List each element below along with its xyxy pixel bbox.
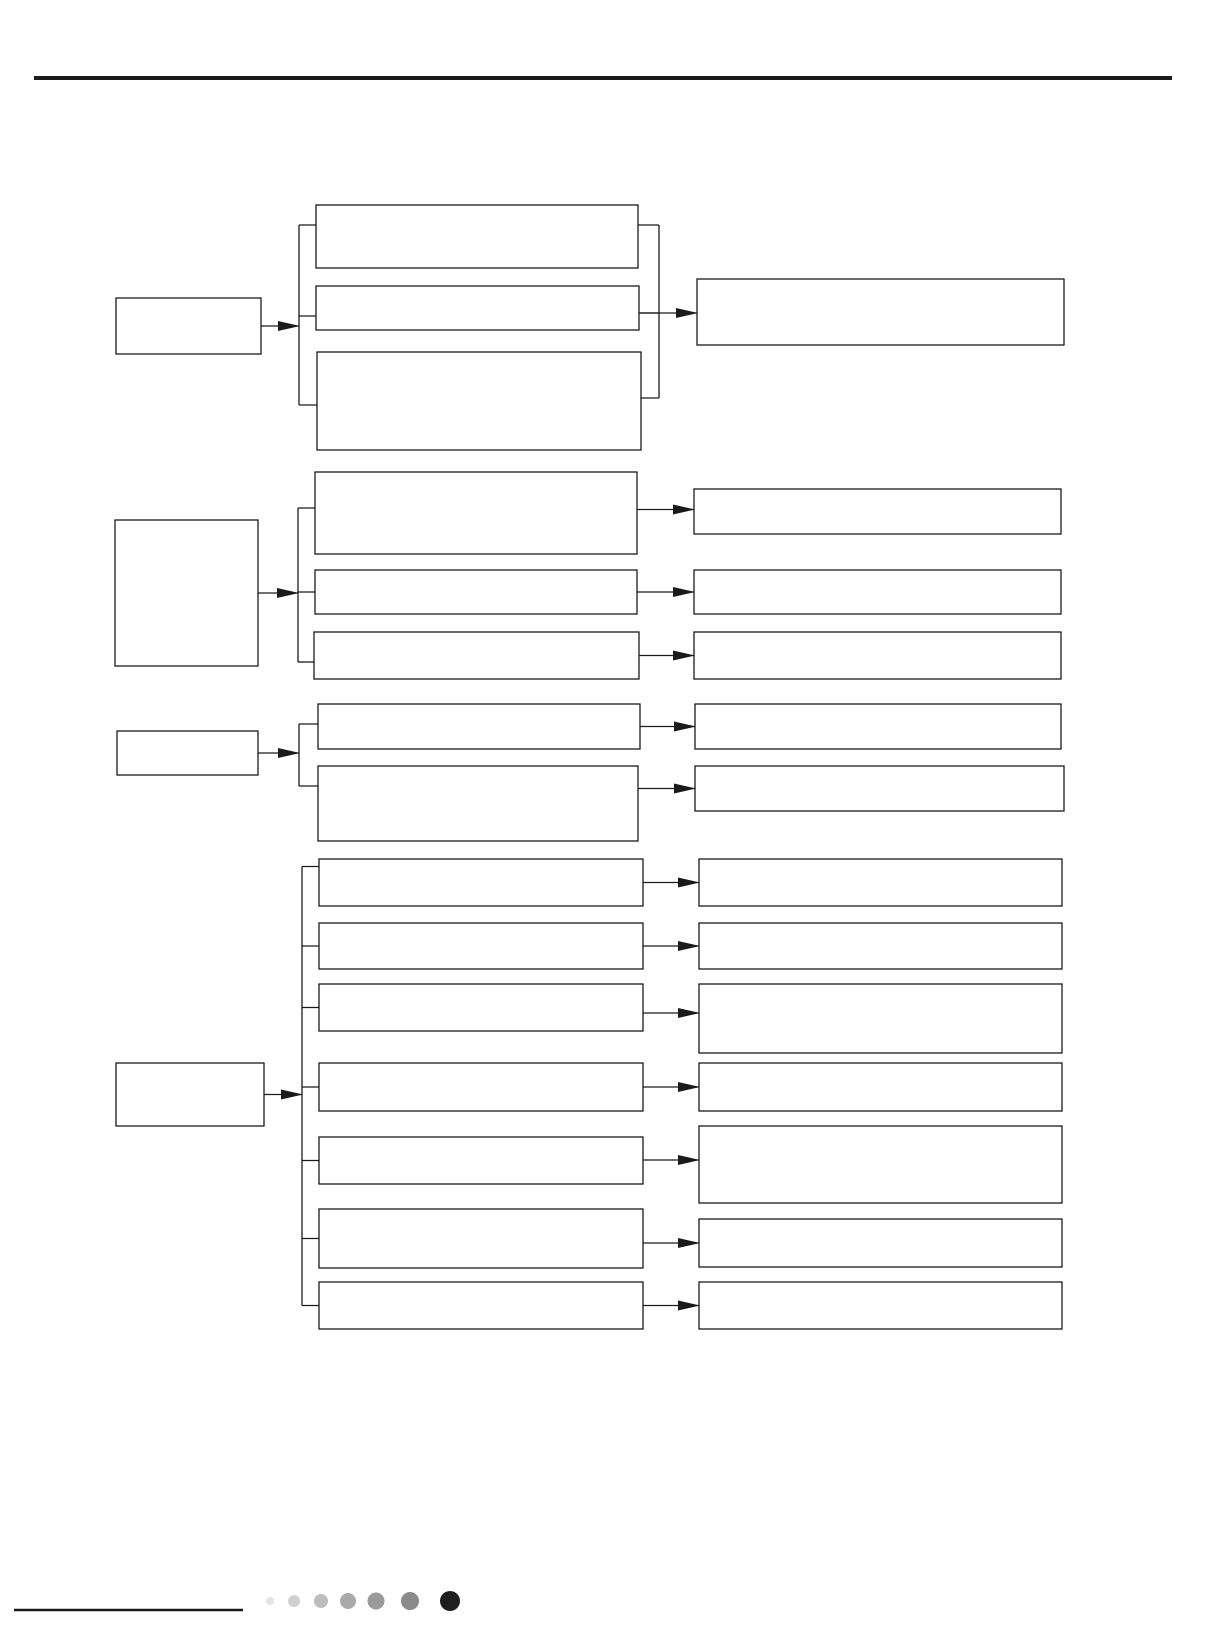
group-4-cause-box-1 [319,859,643,906]
group-2-cause-box-2-border [315,570,637,614]
flowchart-boxes [115,205,1064,1329]
group-4-cause-box-7-border [319,1282,643,1329]
group-4-result-box-7 [699,1282,1062,1329]
group-4-result-box-4-border [699,1063,1062,1111]
footer-dots [266,1591,460,1611]
group-4-result-box-2 [699,923,1062,969]
group-1-cause-box-3 [317,352,641,450]
group-4-cause-box-4-border [319,1063,643,1111]
footer-dot-7 [440,1591,460,1611]
footer-dot-2 [288,1595,300,1607]
group-1 [116,205,1064,450]
group-1-cause-box-2-border [316,286,639,330]
group-2-cause-box-3 [314,632,639,679]
group-3-result-box-2-border [695,766,1064,811]
group-2-cause-box-3-border [314,632,639,679]
group-1-source-box-border [116,298,261,354]
group-4-cause-box-7 [319,1282,643,1329]
group-1-result-box-1-border [697,279,1064,345]
group-3-cause-box-1-border [318,704,640,749]
group-4-result-box-2-border [699,923,1062,969]
group-4-result-box-3 [699,984,1062,1053]
group-4-source-box-border [116,1063,264,1126]
group-4-cause-box-5 [319,1137,643,1184]
footer-dot-3 [314,1594,328,1608]
group-2-result-box-1-border [694,489,1061,534]
group-4-cause-box-3 [319,984,643,1031]
group-3-source-box-border [117,731,258,775]
group-4-source-box [116,1063,264,1126]
group-2-result-box-3-border [694,632,1061,679]
group-4-result-box-4 [699,1063,1062,1111]
group-2-cause-box-1-border [315,472,637,554]
group-4 [116,859,1062,1329]
footer-dot-6 [401,1592,419,1610]
group-3-result-box-2 [695,766,1064,811]
group-4-cause-box-6-border [319,1209,643,1268]
group-2-cause-box-2 [315,570,637,614]
group-1-cause-box-3-border [317,352,641,450]
group-4-result-box-5 [699,1126,1062,1203]
group-4-result-box-1 [699,859,1062,906]
group-3-cause-box-1 [318,704,640,749]
group-2-result-box-2 [694,570,1061,614]
group-2 [115,472,1061,679]
group-3-result-box-1 [695,704,1061,749]
group-3 [117,704,1064,841]
group-4-cause-box-5-border [319,1137,643,1184]
group-4-cause-box-2 [319,923,643,969]
group-1-result-box-1 [697,279,1064,345]
group-3-cause-box-2 [318,766,638,841]
group-4-cause-box-4 [319,1063,643,1111]
group-4-cause-box-3-border [319,984,643,1031]
group-3-result-box-1-border [695,704,1061,749]
group-2-result-box-3 [694,632,1061,679]
group-4-result-box-6 [699,1219,1062,1267]
group-1-cause-box-1 [316,205,638,268]
group-4-result-box-6-border [699,1219,1062,1267]
group-2-cause-box-1 [315,472,637,554]
group-4-cause-box-2-border [319,923,643,969]
group-4-cause-box-6 [319,1209,643,1268]
footer-dot-1 [266,1597,274,1605]
group-4-result-box-7-border [699,1282,1062,1329]
group-3-cause-box-2-border [318,766,638,841]
group-4-result-box-1-border [699,859,1062,906]
group-2-source-box-border [115,520,258,666]
group-2-result-box-1 [694,489,1061,534]
footer-dot-5 [368,1593,385,1610]
footer-dot-4 [340,1593,356,1609]
group-1-cause-box-1-border [316,205,638,268]
group-3-source-box [117,731,258,775]
group-4-cause-box-1-border [319,859,643,906]
group-4-result-box-3-border [699,984,1062,1053]
group-1-cause-box-2 [316,286,639,330]
group-4-result-box-5-border [699,1126,1062,1203]
group-2-source-box [115,520,258,666]
group-1-source-box [116,298,261,354]
group-2-result-box-2-border [694,570,1061,614]
